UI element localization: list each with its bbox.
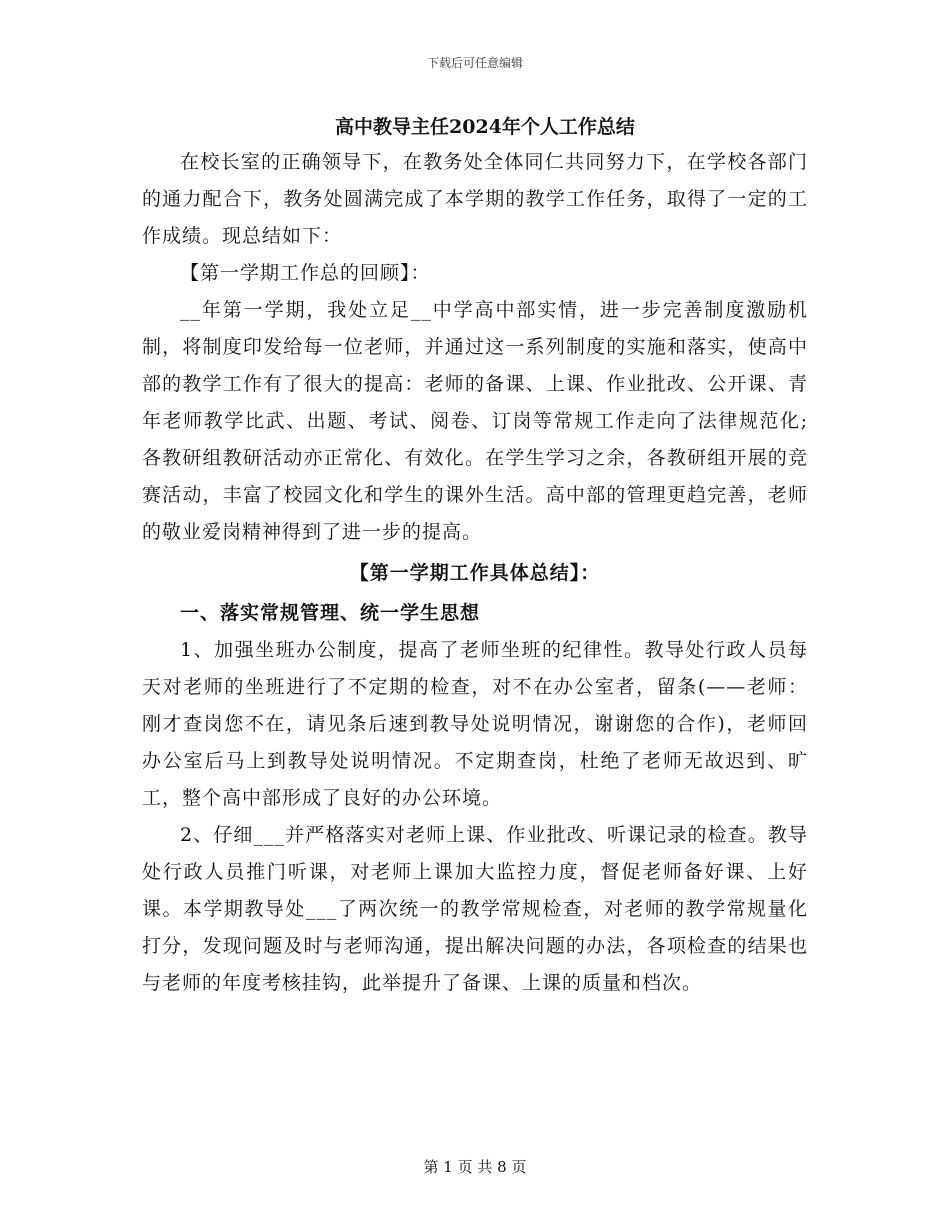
summary-heading: 【第一学期工作具体总结】： xyxy=(349,562,601,584)
item2-paragraph: 2、仔细___并严格落实对老师上课、作业批改、听课记录的检查。教导处行政人员推门听课，对老师上课加大监控力度，督促老师备好课、上好课。本学期教导处___了两次统一的教学常规检查，对老师的教学常规量化打分，发现问题及时与老师沟通，提出解决问题的办法，各项检查的结果也与老师的年度考核挂钩，此举提升了备课、上课的质量和档次。 xyxy=(142,824,808,994)
item1-paragraph: 1、加强坐班办公制度，提高了老师坐班的纪律性。教导处行政人员每天对老师的坐班进行了不定期的检查，对不在办公室者，留条(——老师：刚才查岗您不在，请见条后速到教导处说明情况，谢谢您的合作)，老师回办公室后马上到教导处说明情况。不定期查岗，杜绝了老师无故迟到、旷工，整个高中部形成了良好的办公环境。 xyxy=(142,639,808,809)
review-heading: 【第一学期工作总的回顾】： xyxy=(180,262,431,284)
review-paragraph: __年第一学期，我处立足__中学高中部实情，进一步完善制度激励机制，将制度印发给每一位老师，并通过这一系列制度的实施和落实，使高中部的教学工作有了很大的提高：老师的备课、上课、作业批改、公开课、青年老师教学比武、出题、考试、阅卷、订岗等常规工作走向了法律规范化;各教研组教研活动亦正常化、有效化。在学生学习之余，各教研组开展的竞赛活动，丰富了校园文化和学生的课外生活。高中部的管理更趋完善，老师的敬业爱岗精神得到了进一步的提高。 xyxy=(142,299,808,543)
page-number: 第 1 页 共 8 页 xyxy=(423,1158,527,1176)
section1-heading: 一、落实常规管理、统一学生思想 xyxy=(180,602,481,624)
header-note: 下载后可任意编辑 xyxy=(426,56,523,70)
intro-paragraph: 在校长室的正确领导下，在教务处全体同仁共同努力下，在学校各部门的通力配合下，教务处圆满完成了本学期的教学工作任务，取得了一定的工作成绩。现总结如下： xyxy=(142,151,808,247)
document-body xyxy=(142,110,808,1002)
document-title: 高中教导主任2024年个人工作总结 xyxy=(335,116,635,138)
